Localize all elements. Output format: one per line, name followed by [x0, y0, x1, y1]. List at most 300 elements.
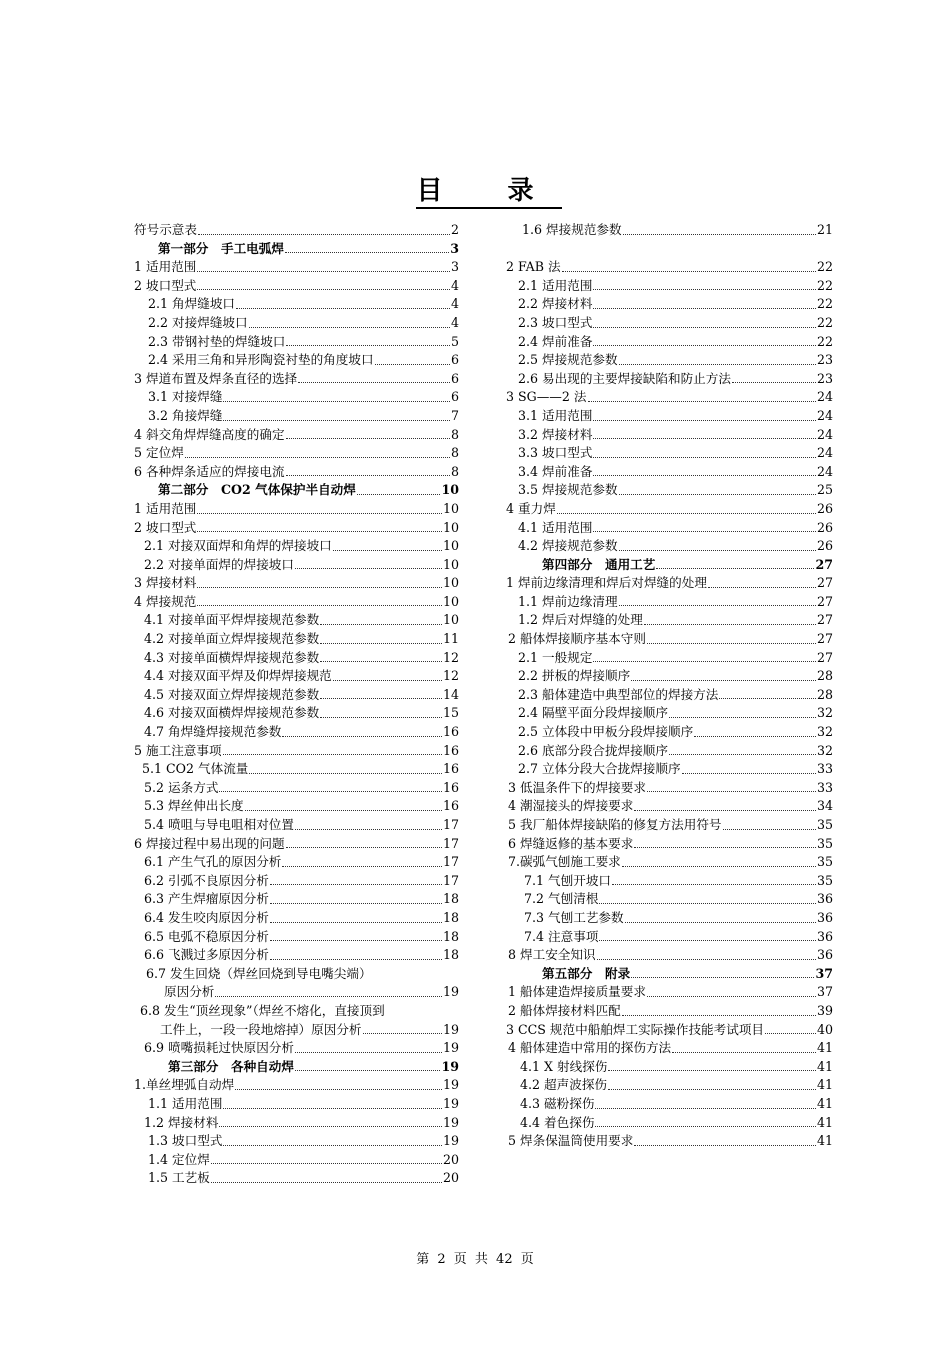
- toc-entry[interactable]: [506, 370, 833, 389]
- toc-page-number: 3: [450, 240, 459, 256]
- toc-entry-title: 第三部分 各种自动焊: [168, 1058, 294, 1074]
- toc-dot-leader: [622, 866, 816, 867]
- toc-section-heading[interactable]: [506, 965, 833, 984]
- toc-dot-leader: [634, 810, 816, 811]
- toc-entry[interactable]: [134, 519, 459, 538]
- toc-page-number: 27: [816, 593, 833, 609]
- toc-dot-leader: [211, 1182, 442, 1183]
- toc-page-number: 36: [816, 891, 833, 907]
- toc-entry[interactable]: [134, 611, 459, 630]
- toc-dot-leader: [249, 773, 442, 774]
- toc-dot-leader: [198, 234, 450, 235]
- toc-page-number: 27: [816, 575, 833, 591]
- toc-entry-title: 5 我厂船体焊接缺陷的修复方法用符号: [508, 817, 722, 832]
- toc-dot-leader: [608, 1070, 816, 1071]
- toc-entry[interactable]: [506, 630, 833, 649]
- toc-left-column: [134, 221, 459, 1188]
- toc-entry-title: 4.1 对接单面平焊焊接规范参数: [144, 612, 320, 628]
- toc-entry[interactable]: [506, 333, 833, 352]
- toc-dot-leader: [270, 959, 442, 960]
- toc-entry-title: 1 适用范围: [134, 500, 197, 516]
- toc-entry[interactable]: [506, 388, 833, 407]
- toc-entry-title: 6.9 喷嘴损耗过快原因分析: [144, 1040, 294, 1056]
- toc-entry[interactable]: [134, 1169, 459, 1188]
- toc-dot-leader: [219, 791, 442, 792]
- toc-page-number: 10: [441, 482, 459, 498]
- toc-section-heading[interactable]: [506, 556, 833, 575]
- toc-entry-title: 5.3 焊丝伸出长度: [144, 798, 244, 814]
- toc-entry-title: 1 适用范围: [134, 259, 197, 275]
- toc-entry[interactable]: [506, 649, 833, 668]
- toc-page-number: 16: [442, 724, 459, 740]
- toc-entry[interactable]: [506, 481, 833, 500]
- toc-dot-leader: [363, 1033, 442, 1034]
- toc-page-number: 41: [816, 1058, 833, 1074]
- toc-entry[interactable]: [506, 407, 833, 426]
- toc-page-number: 28: [816, 668, 833, 684]
- toc-entry[interactable]: [134, 630, 459, 649]
- toc-page-number: 39: [816, 1002, 833, 1018]
- toc-dot-leader: [197, 513, 442, 514]
- toc-page-number: 33: [816, 779, 833, 795]
- toc-entry[interactable]: [506, 1132, 833, 1151]
- toc-entry[interactable]: [506, 295, 833, 314]
- toc-entry-title: 7.4 注意事项: [524, 928, 599, 944]
- toc-page-number: 10: [442, 575, 459, 591]
- toc-entry[interactable]: [506, 519, 833, 538]
- toc-entry[interactable]: [506, 1058, 833, 1077]
- toc-dot-leader: [245, 810, 442, 811]
- toc-dot-leader: [557, 513, 816, 514]
- toc-dot-leader: [625, 922, 816, 923]
- toc-page-number: 6: [450, 389, 459, 405]
- toc-entry[interactable]: [134, 928, 459, 947]
- toc-page-number: 18: [442, 891, 459, 907]
- toc-entry-title: 2.4 焊前准备: [518, 333, 593, 349]
- toc-entry[interactable]: [134, 797, 459, 816]
- toc-entry[interactable]: [134, 333, 459, 352]
- toc-entry-title: 6.4 发生咬肉原因分析: [144, 909, 269, 925]
- toc-entry[interactable]: [506, 277, 833, 296]
- toc-page-number: 5: [450, 333, 459, 349]
- toc-page-number: 19: [441, 1058, 459, 1074]
- toc-page-number: 8: [450, 463, 459, 479]
- toc-dot-leader: [562, 271, 816, 272]
- toc-dot-leader: [286, 345, 450, 346]
- toc-entry-title: 3.2 角接焊缝: [148, 407, 223, 423]
- toc-entry-title: 2.2 对接焊缝坡口: [148, 314, 248, 330]
- toc-dot-leader: [197, 605, 442, 606]
- page-title-text: 目 录: [416, 176, 561, 209]
- toc-dot-leader: [270, 922, 442, 923]
- toc-page-number: 27: [815, 556, 833, 572]
- toc-page-number: 24: [816, 426, 833, 442]
- toc-entry[interactable]: [134, 295, 459, 314]
- toc-entry-title: 5 施工注意事项: [134, 742, 222, 758]
- toc-entry-title: 1.3 坡口型式: [148, 1133, 223, 1149]
- toc-entry[interactable]: [134, 890, 459, 909]
- toc-entry-title: 2.6 底部分段合拢焊接顺序: [518, 742, 668, 758]
- toc-page-number: 18: [442, 909, 459, 925]
- toc-entry[interactable]: [134, 965, 459, 984]
- toc-page-number: 36: [816, 909, 833, 925]
- toc-page-number: 4: [450, 277, 459, 293]
- toc-entry[interactable]: [134, 351, 459, 370]
- toc-entry-title: 2.3 带钢衬垫的焊缝坡口: [148, 333, 286, 349]
- toc-entry-title: 2.4 采用三角和异形陶瓷衬垫的角度坡口: [148, 352, 374, 368]
- toc-dot-leader: [631, 977, 814, 978]
- toc-page-number: 7: [450, 407, 459, 423]
- toc-page-number: 27: [816, 649, 833, 665]
- toc-dot-leader: [593, 345, 816, 346]
- toc-entry[interactable]: [506, 611, 833, 630]
- toc-entry-title: 2 坡口型式: [134, 277, 197, 293]
- toc-entry-title: 1 船体建造焊接质量要求: [508, 984, 646, 1000]
- toc-page-number: 4: [450, 296, 459, 312]
- toc-entry[interactable]: [506, 983, 833, 1002]
- toc-dot-leader: [593, 661, 816, 662]
- toc-entry[interactable]: [506, 890, 833, 909]
- toc-entry-title: 1.5 工艺板: [148, 1170, 210, 1186]
- toc-page-number: 32: [816, 742, 833, 758]
- toc-page-number: 19: [442, 1077, 459, 1093]
- toc-entry[interactable]: [134, 835, 459, 854]
- toc-entry-title: 1 焊前边缘清理和焊后对焊缝的处理: [506, 575, 707, 591]
- toc-entry[interactable]: [506, 742, 833, 761]
- toc-entry[interactable]: [506, 779, 833, 798]
- toc-entry-title: 1.4 定位焊: [148, 1151, 210, 1167]
- toc-dot-leader: [634, 847, 816, 848]
- toc-page-number: 19: [442, 984, 459, 1000]
- toc-entry-title: 第二部分 CO2 气体保护半自动焊: [158, 482, 356, 498]
- toc-entry[interactable]: [506, 444, 833, 463]
- toc-entry-title: 1.单丝埋弧自动焊: [134, 1077, 235, 1093]
- toc-page-number: 22: [816, 296, 833, 312]
- toc-entry-title: 1.1 焊前边缘清理: [518, 593, 618, 609]
- toc-page-number: 19: [442, 1095, 459, 1111]
- toc-page-number: 19: [442, 1114, 459, 1130]
- toc-entry-title: 第一部分 手工电弧焊: [158, 240, 284, 256]
- toc-entry[interactable]: [506, 704, 833, 723]
- toc-page-number: 41: [816, 1095, 833, 1111]
- toc-entry-title: 4 船体建造中常用的探伤方法: [508, 1040, 672, 1056]
- toc-entry-title: 7.3 气刨工艺参数: [524, 909, 624, 925]
- toc-entry[interactable]: [134, 946, 459, 965]
- toc-entry[interactable]: [506, 1021, 833, 1040]
- toc-entry[interactable]: [134, 649, 459, 668]
- toc-entry[interactable]: [134, 574, 459, 593]
- toc-page-number: 35: [816, 817, 833, 832]
- toc-page-number: 37: [815, 965, 833, 981]
- toc-entry[interactable]: [134, 909, 459, 928]
- toc-dot-leader: [295, 1052, 442, 1053]
- toc-page-number: 20: [442, 1151, 459, 1167]
- page-footer: 第 2 页 共 42 页: [416, 1252, 534, 1267]
- toc-entry[interactable]: [134, 1002, 459, 1021]
- toc-dot-leader: [215, 996, 442, 997]
- toc-entry[interactable]: [134, 537, 459, 556]
- toc-entry-title: 3.2 焊接材料: [518, 426, 593, 442]
- toc-page-number: 10: [442, 593, 459, 609]
- toc-entry[interactable]: [134, 407, 459, 426]
- toc-entry[interactable]: [134, 667, 459, 686]
- toc-page-number: 16: [442, 742, 459, 758]
- toc-entry[interactable]: [134, 704, 459, 723]
- toc-dot-leader: [223, 754, 442, 755]
- toc-entry[interactable]: [134, 816, 459, 835]
- toc-entry[interactable]: [506, 240, 833, 259]
- toc-entry-title: 6.7 发生回烧（焊丝回烧到导电嘴尖端）: [146, 965, 372, 981]
- toc-entry[interactable]: [506, 314, 833, 333]
- toc-entry[interactable]: [134, 1132, 459, 1151]
- toc-dot-leader: [647, 996, 816, 997]
- toc-entry-title: 1.6 焊接规范参数: [522, 222, 622, 237]
- toc-entry[interactable]: [134, 370, 459, 389]
- toc-entry-title: 3 CCS 规范中船舶焊工实际操作技能考试项目: [506, 1021, 765, 1037]
- toc-entry[interactable]: [134, 983, 459, 1002]
- toc-dot-leader: [656, 568, 814, 569]
- toc-entry[interactable]: [506, 686, 833, 705]
- toc-entry[interactable]: [506, 909, 833, 928]
- toc-entry-title: 2.3 船体建造中典型部位的焊接方法: [518, 686, 719, 702]
- toc-page-number: 16: [442, 761, 459, 777]
- toc-entry[interactable]: [506, 928, 833, 947]
- toc-page-number: 17: [442, 854, 459, 870]
- toc-entry-title: 3.4 焊前准备: [518, 463, 593, 479]
- toc-entry-title: 7.2 气刨清根: [524, 891, 599, 907]
- toc-page-number: 40: [816, 1021, 833, 1037]
- toc-entry-title: 3 焊接材料: [134, 575, 197, 591]
- toc-page-number: 22: [816, 259, 833, 275]
- toc-entry-title: 6 焊缝返修的基本要求: [508, 835, 634, 851]
- toc-dot-leader: [634, 1145, 816, 1146]
- toc-dot-leader: [295, 568, 442, 569]
- toc-entry[interactable]: [506, 835, 833, 854]
- toc-page-number: 35: [816, 835, 833, 851]
- toc-dot-leader: [223, 420, 450, 421]
- toc-entry-title: 4.7 角焊缝焊接规范参数: [144, 724, 282, 740]
- toc-entry[interactable]: [134, 872, 459, 891]
- toc-dot-leader: [320, 624, 442, 625]
- toc-page-number: 24: [816, 407, 833, 423]
- toc-page-number: 34: [816, 798, 833, 814]
- toc-entry[interactable]: [134, 779, 459, 798]
- toc-dot-leader: [320, 661, 442, 662]
- toc-entry-title: 2 坡口型式: [134, 519, 197, 535]
- toc-dot-leader: [375, 364, 450, 365]
- toc-entry[interactable]: [134, 1039, 459, 1058]
- toc-entry-title: 4 潮湿接头的焊接要求: [508, 798, 634, 814]
- toc-dot-leader: [223, 401, 450, 402]
- toc-dot-leader: [219, 1126, 442, 1127]
- toc-section-heading[interactable]: [134, 240, 459, 259]
- toc-dot-leader: [608, 1089, 816, 1090]
- toc-dot-leader: [282, 866, 442, 867]
- toc-page-number: 32: [816, 705, 833, 721]
- toc-entry[interactable]: [506, 463, 833, 482]
- toc-dot-leader: [599, 940, 816, 941]
- toc-entry[interactable]: [134, 1095, 459, 1114]
- toc-entry-title: 工件上，一段一段地熔掉）原因分析: [160, 1021, 362, 1037]
- toc-entry[interactable]: [506, 1114, 833, 1133]
- toc-section-heading[interactable]: [134, 1058, 459, 1077]
- toc-entry[interactable]: [134, 221, 459, 240]
- toc-page-number: 15: [442, 705, 459, 721]
- toc-entry-title: 4.1 适用范围: [518, 519, 593, 535]
- toc-entry-title: 6.2 引弧不良原因分析: [144, 872, 269, 888]
- toc-entry[interactable]: [506, 221, 833, 240]
- toc-entry[interactable]: [134, 1021, 459, 1040]
- toc-entry[interactable]: [506, 1039, 833, 1058]
- toc-entry[interactable]: [506, 1002, 833, 1021]
- toc-section-heading[interactable]: [134, 481, 459, 500]
- toc-entry[interactable]: [506, 593, 833, 612]
- toc-entry-title: 6.1 产生气孔的原因分析: [144, 854, 282, 870]
- toc-page-number: 25: [816, 482, 833, 498]
- toc-dot-leader: [682, 773, 816, 774]
- toc-dot-leader: [593, 308, 816, 309]
- toc-entry[interactable]: [134, 444, 459, 463]
- toc-page-number: 10: [442, 500, 459, 516]
- toc-entry[interactable]: [506, 500, 833, 519]
- toc-entry[interactable]: [506, 426, 833, 445]
- toc-entry-title: 1.2 焊后对焊缝的处理: [518, 612, 643, 628]
- toc-entry[interactable]: [134, 1076, 459, 1095]
- toc-dot-leader: [270, 884, 442, 885]
- toc-dot-leader: [236, 308, 450, 309]
- toc-entry[interactable]: [134, 258, 459, 277]
- toc-page-number: 26: [816, 519, 833, 535]
- toc-page-number: 17: [442, 817, 459, 832]
- toc-entry[interactable]: [506, 667, 833, 686]
- toc-entry[interactable]: [506, 872, 833, 891]
- toc-entry[interactable]: [134, 277, 459, 296]
- toc-entry[interactable]: [506, 723, 833, 742]
- toc-entry-title: 2.2 焊接材料: [518, 296, 593, 312]
- toc-entry[interactable]: [134, 723, 459, 742]
- toc-entry-title: 4.1 X 射线探伤: [520, 1058, 608, 1074]
- toc-entry[interactable]: [506, 537, 833, 556]
- toc-entry[interactable]: [134, 1114, 459, 1133]
- toc-page-number: 19: [442, 1021, 459, 1037]
- toc-entry-title: 符号示意表: [134, 222, 197, 237]
- toc-entry[interactable]: [506, 351, 833, 370]
- toc-entry[interactable]: [134, 314, 459, 333]
- toc-dot-leader: [669, 717, 816, 718]
- toc-dot-leader: [235, 1089, 442, 1090]
- toc-entry-title: 2.5 焊接规范参数: [518, 352, 618, 368]
- toc-page-number: 41: [816, 1040, 833, 1056]
- toc-dot-leader: [647, 791, 816, 792]
- toc-entry[interactable]: [506, 797, 833, 816]
- toc-entry[interactable]: [506, 574, 833, 593]
- toc-entry-title: 6 焊接过程中易出现的问题: [134, 835, 285, 851]
- toc-entry-title: 7.碳弧气刨施工要求: [508, 854, 621, 870]
- toc-entry[interactable]: [134, 556, 459, 575]
- toc-entry-title: 2.4 隔壁平面分段焊接顺序: [518, 705, 668, 721]
- toc-entry[interactable]: [134, 500, 459, 519]
- toc-entry[interactable]: [134, 686, 459, 705]
- toc-dot-leader: [647, 643, 816, 644]
- toc-entry[interactable]: [506, 1076, 833, 1095]
- toc-entry-title: 5.1 CO2 气体流量: [142, 761, 249, 777]
- toc-entry-title: 2.6 易出现的主要焊接缺陷和防止方法: [518, 370, 731, 386]
- toc-entry-title: 4.4 着色探伤: [520, 1114, 595, 1130]
- toc-page-number: 36: [816, 928, 833, 944]
- toc-entry[interactable]: [134, 742, 459, 761]
- toc-page-number: 18: [442, 947, 459, 963]
- toc-dot-leader: [588, 401, 816, 402]
- toc-entry-title: 6.5 电弧不稳原因分析: [144, 928, 269, 944]
- toc-entry[interactable]: [506, 1095, 833, 1114]
- toc-page-number: 22: [816, 314, 833, 330]
- toc-entry-title: 4.2 焊接规范参数: [518, 538, 618, 554]
- toc-dot-leader: [595, 1108, 816, 1109]
- toc-dot-leader: [295, 1070, 441, 1071]
- toc-entry-title: 4.4 对接双面平焊及仰焊焊接规范: [144, 668, 332, 684]
- toc-dot-leader: [286, 475, 450, 476]
- toc-entry[interactable]: [134, 388, 459, 407]
- toc-page-number: 27: [816, 631, 833, 647]
- toc-dot-leader: [672, 1052, 816, 1053]
- toc-dot-leader: [595, 1126, 816, 1127]
- toc-entry[interactable]: [506, 816, 833, 835]
- toc-page-number: 20: [442, 1170, 459, 1186]
- toc-dot-leader: [286, 847, 442, 848]
- toc-entry[interactable]: [506, 258, 833, 277]
- toc-page-number: 19: [442, 1040, 459, 1056]
- toc-dot-leader: [619, 494, 816, 495]
- toc-dot-leader: [599, 903, 816, 904]
- toc-entry[interactable]: [134, 853, 459, 872]
- toc-dot-leader: [197, 531, 442, 532]
- toc-dot-leader: [732, 382, 816, 383]
- toc-entry[interactable]: [134, 593, 459, 612]
- toc-entry[interactable]: [506, 760, 833, 779]
- toc-entry-title: 6 各种焊条适应的焊接电流: [134, 463, 285, 479]
- toc-page-number: 37: [816, 984, 833, 1000]
- toc-entry-title: 3 焊道布置及焊条直径的选择: [134, 370, 298, 386]
- toc-page-number: 14: [442, 686, 459, 702]
- toc-entry-title: 8 焊工安全知识: [508, 947, 596, 963]
- toc-dot-leader: [593, 457, 816, 458]
- toc-page-number: 12: [442, 649, 459, 665]
- toc-entry-title: 6.8 发生“顶丝现象”（焊丝不熔化，直接顶到: [140, 1002, 385, 1018]
- toc-dot-leader: [631, 680, 816, 681]
- toc-entry[interactable]: [506, 853, 833, 872]
- toc-page-number: 16: [442, 779, 459, 795]
- toc-dot-leader: [593, 420, 816, 421]
- toc-dot-leader: [669, 754, 816, 755]
- toc-page-number: 27: [816, 612, 833, 628]
- toc-entry[interactable]: [506, 946, 833, 965]
- toc-page-number: 26: [816, 538, 833, 554]
- toc-page-number: 3: [450, 259, 459, 275]
- toc-entry[interactable]: [134, 1151, 459, 1170]
- toc-page-number: 6: [450, 370, 459, 386]
- toc-entry-title: 4 斜交角焊焊缝高度的确定: [134, 426, 285, 442]
- toc-dot-leader: [320, 643, 442, 644]
- toc-entry-title: 3 低温条件下的焊接要求: [508, 779, 646, 795]
- toc-page-number: 33: [816, 761, 833, 777]
- toc-dot-leader: [723, 829, 816, 830]
- toc-page-number: 24: [816, 463, 833, 479]
- toc-entry[interactable]: [134, 426, 459, 445]
- toc-entry[interactable]: [134, 760, 459, 779]
- toc-dot-leader: [197, 271, 450, 272]
- toc-entry-title: 第四部分 通用工艺: [542, 556, 656, 572]
- toc-entry[interactable]: [134, 463, 459, 482]
